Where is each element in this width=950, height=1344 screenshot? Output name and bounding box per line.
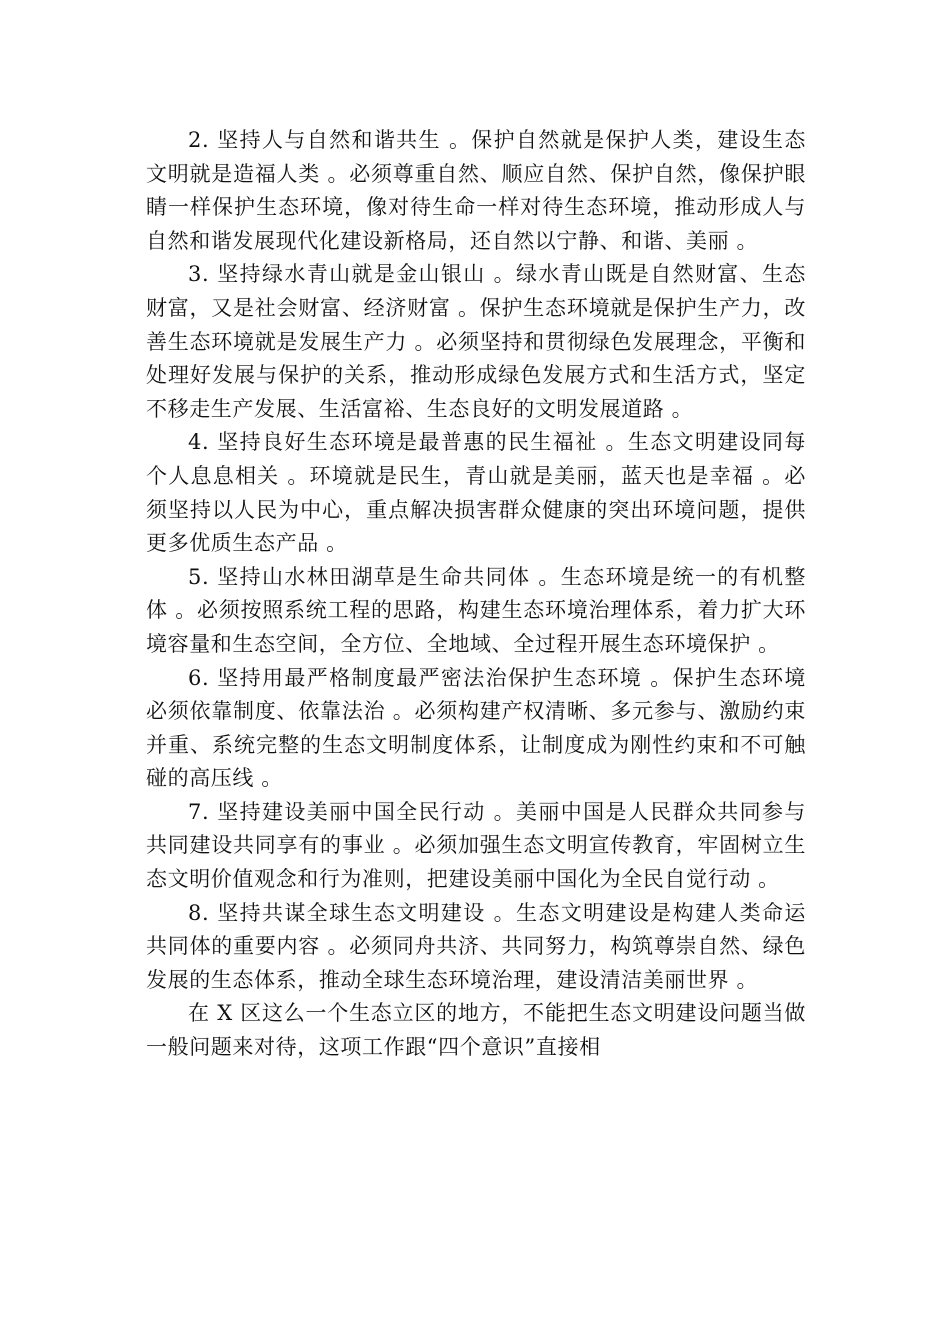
paragraph-item-7: 7. 坚持建设美丽中国全民行动 。美丽中国是人民群众共同参与共同建设共同享有的事业 。必须加强生态文明宣传教育，牢固树立生态文明价值观念和行为准则，把建设美丽中国化为全民自觉行动 。 xyxy=(146,799,806,892)
document-page xyxy=(146,124,806,1065)
paragraph-item-5: 5. 坚持山水林田湖草是生命共同体 。生态环境是统一的有机整体 。必须按照系统工程的思路，构建生态环境治理体系，着力扩大环境容量和生态空间，全方位、全地域、全过程开展生态环境保护 。 xyxy=(146,564,806,656)
paragraph-item-2: 2. 坚持人与自然和谐共生 。保护自然就是保护人类，建设生态文明就是造福人类 。必须尊重自然、顺应自然、保护自然，像保护眼睛一样保护生态环境，像对待生命一样对待生态环境，推动形成人与自然和谐发展现代化建设新格局，还自然以宁静、和谐、美丽 。 xyxy=(146,128,806,253)
paragraph-item-4: 4. 坚持良好生态环境是最普惠的民生福祉 。生态文明建设同每个人息息相关 。环境就是民生，青山就是美丽，蓝天也是幸福 。必须坚持以人民为中心，重点解决损害群众健康的突出环境问题，提供更多优质生态产品 。 xyxy=(146,430,806,556)
paragraph-item-3: 3. 坚持绿水青山就是金山银山 。绿水青山既是自然财富、生态财富，又是社会财富、经济财富 。保护生态环境就是保护生产力，改善生态环境就是发展生产力 。必须坚持和贯彻绿色发展理念，平衡和处理好发展与保护的关系，推动形成绿色发展方式和生活方式，坚定不移走生产发展、生活富裕、生态良好的文明发展道路 。 xyxy=(146,262,806,421)
paragraph-closing: 在 X 区这么一个生态立区的地方，不能把生态文明建设问题当做一般问题来对待，这项工作跟“四个意识”直接相 xyxy=(146,1001,806,1060)
paragraph-item-8: 8. 坚持共谋全球生态文明建设 。生态文明建设是构建人类命运共同体的重要内容 。必须同舟共济、共同努力，构筑尊崇自然、绿色发展的生态体系，推动全球生态环境治理，建设清洁美丽世界 。 xyxy=(146,900,806,992)
paragraph-item-6: 6. 坚持用最严格制度最严密法治保护生态环境 。保护生态环境必须依靠制度、依靠法治 。必须构建产权清晰、多元参与、激励约束并重、系统完整的生态文明制度体系，让制度成为刚性约束和不可触碰的高压线 。 xyxy=(146,665,806,791)
